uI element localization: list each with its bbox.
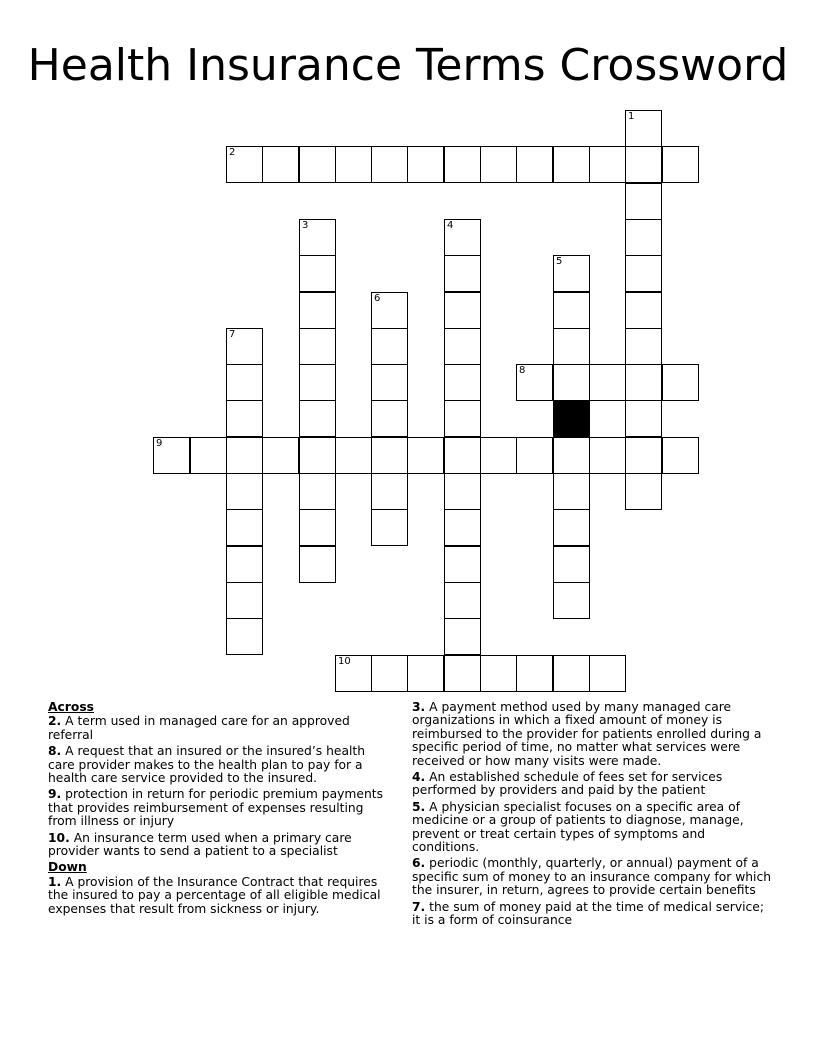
grid-cell[interactable]: [625, 437, 662, 474]
clue: [412, 901, 772, 928]
grid-cell[interactable]: [371, 655, 408, 692]
grid-cell[interactable]: [371, 328, 408, 365]
grid-cell[interactable]: [226, 437, 263, 474]
grid-cell[interactable]: [371, 473, 408, 510]
grid-cell[interactable]: [516, 437, 553, 474]
clue: [48, 715, 388, 742]
grid-cell[interactable]: [226, 473, 263, 510]
grid-cell[interactable]: [371, 400, 408, 437]
grid-cell[interactable]: [625, 400, 662, 437]
grid-cell[interactable]: [444, 146, 481, 183]
clue-number: 5: [556, 256, 563, 267]
clue-number: 6: [374, 293, 381, 304]
clue-text: An established schedule of fees set for services performed by providers and paid by the patient: [412, 770, 723, 798]
grid-cell[interactable]: [662, 437, 699, 474]
grid-cell[interactable]: [553, 582, 590, 619]
grid-cell[interactable]: [444, 582, 481, 619]
clue-number: 2.: [48, 714, 62, 729]
grid-cell[interactable]: [371, 292, 408, 329]
clue-number: 8: [519, 365, 526, 376]
grid-cell[interactable]: [480, 437, 517, 474]
grid-cell[interactable]: [589, 437, 626, 474]
clue-number: 1.: [48, 874, 62, 889]
grid-cell[interactable]: [480, 146, 517, 183]
grid-cell[interactable]: [226, 146, 263, 183]
grid-cell[interactable]: [299, 255, 336, 292]
grid-cell[interactable]: [299, 437, 336, 474]
grid-cell[interactable]: [516, 146, 553, 183]
clue-number: 8.: [48, 744, 62, 759]
grid-cell[interactable]: [625, 219, 662, 256]
clue-text: A physician specialist focuses on a specific area of medicine or a group of patients to diagnose, manage, prevent or treat certain types of symptoms and conditions.: [412, 799, 744, 855]
grid-cell[interactable]: [226, 328, 263, 365]
clue: [48, 788, 388, 828]
grid-cell[interactable]: [516, 364, 553, 401]
clue-number: 3.: [412, 700, 426, 714]
grid-cell[interactable]: [299, 546, 336, 583]
grid-cell[interactable]: [371, 437, 408, 474]
grid-cell[interactable]: [444, 255, 481, 292]
clue-number: 9.: [48, 787, 62, 802]
grid-cell[interactable]: [407, 146, 444, 183]
grid-cell[interactable]: [299, 292, 336, 329]
grid-cell[interactable]: [299, 146, 336, 183]
grid-cell[interactable]: [444, 546, 481, 583]
clue-text: A payment method used by many managed care organizations in which a fixed amount of money is reimbursed to the provider for patients enrolled during a specific period of time, no matter what services were received or how many visits were made.: [412, 700, 762, 768]
grid-cell[interactable]: [553, 437, 590, 474]
grid-cell[interactable]: [371, 364, 408, 401]
grid-cell[interactable]: [553, 546, 590, 583]
grid-cell[interactable]: [553, 328, 590, 365]
clue: [412, 801, 772, 855]
grid-cell[interactable]: [299, 400, 336, 437]
grid-cell[interactable]: [553, 292, 590, 329]
grid-cell[interactable]: [371, 509, 408, 546]
clue-text: the sum of money paid at the time of medical service; it is a form of coinsurance: [412, 899, 764, 928]
grid-cell[interactable]: [553, 255, 590, 292]
grid-cell[interactable]: [589, 655, 626, 692]
grid-cell[interactable]: [589, 146, 626, 183]
grid-cell[interactable]: [299, 473, 336, 510]
clue-number: 6.: [412, 856, 426, 871]
grid-cell[interactable]: [407, 655, 444, 692]
grid-cell[interactable]: [190, 437, 227, 474]
grid-cell[interactable]: [444, 219, 481, 256]
grid-cell[interactable]: [407, 437, 444, 474]
grid-cell[interactable]: [662, 146, 699, 183]
grid-cell[interactable]: [553, 473, 590, 510]
grid-cell[interactable]: [226, 546, 263, 583]
grid-cell[interactable]: [444, 473, 481, 510]
grid-cell[interactable]: [444, 509, 481, 546]
clue-number: 9: [156, 438, 163, 449]
clue-text: A provision of the Insurance Contract that requires the insured to pay a percentage of all eligible medical expenses that result from sickness or injury.: [48, 874, 381, 916]
down-clue-list: [48, 876, 388, 916]
grid-cell[interactable]: [589, 364, 626, 401]
grid-cell[interactable]: [444, 364, 481, 401]
clue: [412, 857, 772, 897]
grid-cell[interactable]: [553, 655, 590, 692]
grid-cell[interactable]: [553, 146, 590, 183]
clue: [412, 771, 772, 798]
clues-right-column: [412, 701, 772, 931]
clues-left-column: [48, 701, 388, 919]
grid-cell[interactable]: [625, 292, 662, 329]
grid-cell[interactable]: [335, 146, 372, 183]
grid-cell[interactable]: [444, 437, 481, 474]
clue-text: A term used in managed care for an approved referral: [48, 714, 350, 742]
grid-cell[interactable]: [335, 437, 372, 474]
grid-cell[interactable]: [371, 146, 408, 183]
clue-number: 4: [447, 220, 454, 231]
clue: [412, 701, 772, 768]
grid-cell[interactable]: [625, 255, 662, 292]
grid-cell[interactable]: [480, 655, 517, 692]
grid-cell[interactable]: [226, 364, 263, 401]
grid-cell[interactable]: [153, 437, 190, 474]
clue-number: 3: [302, 220, 309, 231]
down-clue-list-continued: [412, 701, 772, 928]
grid-cell[interactable]: [444, 328, 481, 365]
grid-cell[interactable]: [662, 364, 699, 401]
grid-cell[interactable]: [625, 146, 662, 183]
down-heading: Down: [48, 860, 87, 875]
grid-cell[interactable]: [516, 655, 553, 692]
across-clue-list: [48, 715, 388, 858]
clue-number: 5.: [412, 799, 426, 814]
grid-cell[interactable]: [625, 364, 662, 401]
page-title: Health Insurance Terms Crossword: [27, 40, 789, 91]
clue-number: 7: [229, 329, 236, 340]
grid-cell[interactable]: [444, 618, 481, 655]
clue-number: 4.: [412, 770, 426, 785]
grid-cell[interactable]: [226, 618, 263, 655]
grid-cell[interactable]: [444, 655, 481, 692]
across-heading: Across: [48, 700, 94, 714]
grid-cell[interactable]: [625, 328, 662, 365]
black-cell: [553, 400, 590, 437]
grid-cell[interactable]: [226, 582, 263, 619]
clue: [48, 876, 388, 916]
clue: [48, 832, 388, 859]
grid-cell[interactable]: [262, 146, 299, 183]
clue-number: 10: [338, 656, 351, 667]
clue-text: A request that an insured or the insured’s health care provider makes to the health plan to pay for a health care service provided to the insured.: [48, 744, 366, 786]
grid-cell[interactable]: [299, 509, 336, 546]
clue-number: 7.: [412, 899, 426, 914]
grid-cell[interactable]: [299, 328, 336, 365]
grid-cell[interactable]: [553, 509, 590, 546]
grid-cell[interactable]: [625, 110, 662, 147]
grid-cell[interactable]: [226, 400, 263, 437]
clue-number: 1: [628, 111, 635, 122]
clue-text: An insurance term used when a primary care provider wants to send a patient to a specialist: [48, 830, 352, 859]
grid-cell[interactable]: [226, 509, 263, 546]
clue-number: 2: [229, 147, 236, 158]
clue-number: 10.: [48, 830, 70, 845]
grid-cell[interactable]: [335, 655, 372, 692]
clue-text: periodic (monthly, quarterly, or annual) payment of a specific sum of money to an insurance company for which the insurer, in return, agrees to provide certain benefits: [412, 856, 772, 898]
clue: [48, 745, 388, 785]
grid-cell[interactable]: [553, 364, 590, 401]
grid-cell[interactable]: [444, 400, 481, 437]
grid-cell[interactable]: [262, 437, 299, 474]
grid-cell[interactable]: [444, 292, 481, 329]
clue-text: protection in return for periodic premium payments that provides reimbursement of expenses resulting from illness or injury: [48, 787, 383, 829]
grid-cell[interactable]: [299, 364, 336, 401]
grid-cell[interactable]: [625, 473, 662, 510]
grid-cell[interactable]: [299, 219, 336, 256]
grid-cell[interactable]: [625, 183, 662, 220]
